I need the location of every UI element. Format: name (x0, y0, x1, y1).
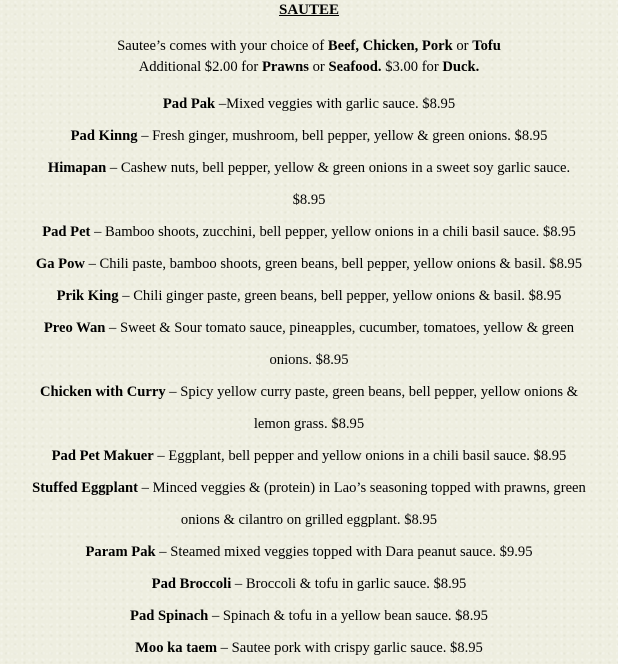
menu-item-list (0, 88, 618, 664)
protein-tofu: Tofu (472, 38, 501, 54)
menu-item (0, 472, 618, 536)
menu-item-separator: – (153, 448, 169, 464)
menu-item-description: Spinach & tofu in a yellow bean sauce. $8.95 (222, 608, 488, 624)
menu-item-description: Broccoli & tofu in garlic sauce. $8.95 (245, 576, 467, 592)
menu-item-name: Preo Wan (43, 320, 106, 336)
menu-item (0, 120, 618, 152)
menu-item-separator: – (165, 384, 181, 400)
intro-text-part: or (452, 38, 473, 54)
intro-text-part: Additional $2.00 for (138, 59, 262, 75)
menu-item-name: Pad Pak (162, 96, 216, 112)
upcharge-prawns: Prawns (261, 59, 309, 75)
menu-item-description-continued: onions & cilantro on grilled eggplant. $8.95 (180, 512, 438, 528)
menu-item-separator: – (155, 544, 171, 560)
menu-item-description: Fresh ginger, mushroom, bell pepper, yellow & green onions. $8.95 (152, 128, 548, 144)
menu-item (0, 568, 618, 600)
menu-item (0, 632, 618, 664)
menu-item-name: Pad Pet (42, 224, 91, 240)
menu-item-description: Sautee pork with crispy garlic sauce. $8.95 (231, 640, 483, 656)
menu-item (0, 600, 618, 632)
menu-item-name: Stuffed Eggplant (32, 480, 138, 496)
intro-text-part: or (308, 59, 329, 75)
menu-item-description-continued: $8.95 (292, 192, 326, 208)
menu-item-name: Pad Pet Makuer (51, 448, 154, 464)
menu-item-description: Chili ginger paste, green beans, bell pepper, yellow onions & basil. $8.95 (133, 288, 562, 304)
menu-item (0, 280, 618, 312)
menu-item-description: Sweet & Sour tomato sauce, pineapples, cucumber, tomatoes, yellow & green (119, 320, 575, 336)
menu-item-description: Spicy yellow curry paste, green beans, bell pepper, yellow onions & (180, 384, 579, 400)
menu-item-description: Chili paste, bamboo shoots, green beans, bell pepper, yellow onions & basil. $8.95 (99, 256, 583, 272)
menu-item-description: Minced veggies & (protein) in Lao’s seasoning topped with prawns, green (152, 480, 586, 496)
intro-text-part: $3.00 for (381, 59, 443, 75)
menu-item-separator: – (118, 288, 134, 304)
menu-item (0, 248, 618, 280)
intro-text (0, 36, 618, 78)
protein-chicken: Chicken, (362, 38, 419, 54)
menu-item-description: Steamed mixed veggies topped with Dara peanut sauce. $9.95 (170, 544, 533, 560)
menu-item-separator: – (217, 640, 232, 656)
menu-item-separator: – (105, 320, 120, 336)
menu-item-description-continued: lemon grass. $8.95 (253, 416, 365, 432)
menu-item-description: Mixed veggies with garlic sauce. $8.95 (226, 96, 456, 112)
menu-item-name: Param Pak (85, 544, 156, 560)
section-title: SAUTEE (278, 2, 340, 18)
intro-text-part: Sautee’s comes with your choice of (117, 38, 328, 54)
menu-item-name: Pad Spinach (130, 608, 209, 624)
menu-item (0, 312, 618, 376)
menu-item-separator: – (215, 96, 227, 112)
upcharge-duck: Duck. (442, 59, 480, 75)
upcharge-seafood: Seafood. (328, 59, 382, 75)
menu-item-separator: – (208, 608, 223, 624)
menu-item-description: Bamboo shoots, zucchini, bell pepper, yellow onions in a chili basil sauce. $8.95 (105, 224, 576, 240)
menu-item (0, 376, 618, 440)
menu-item (0, 88, 618, 120)
protein-beef: Beef, (327, 38, 360, 54)
intro-line-protein-choice (0, 36, 618, 57)
menu-item (0, 440, 618, 472)
menu-item-separator: – (106, 160, 121, 176)
menu-item-separator: – (90, 224, 106, 240)
protein-pork: Pork (421, 38, 453, 54)
menu-item-separator: – (137, 480, 153, 496)
menu-item-name: Ga Pow (35, 256, 85, 272)
menu-item-name: Pad Kinng (70, 128, 138, 144)
menu-item-name: Chicken with Curry (39, 384, 166, 400)
menu-item-description-continued: onions. $8.95 (269, 352, 349, 368)
menu-item-description: Cashew nuts, bell pepper, yellow & green onions in a sweet soy garlic sauce. (120, 160, 571, 176)
menu-item (0, 152, 618, 216)
menu-item-name: Himapan (47, 160, 107, 176)
menu-item-separator: – (231, 576, 246, 592)
menu-item-name: Prik King (56, 288, 119, 304)
menu-item-name: Pad Broccoli (151, 576, 232, 592)
intro-line-upcharges (0, 57, 618, 78)
menu-item-separator: – (84, 256, 100, 272)
menu-item (0, 536, 618, 568)
menu-item-name: Moo ka taem (135, 640, 217, 656)
menu-item (0, 216, 618, 248)
menu-item-separator: – (137, 128, 153, 144)
menu-item-description: Eggplant, bell pepper and yellow onions in a chili basil sauce. $8.95 (168, 448, 567, 464)
